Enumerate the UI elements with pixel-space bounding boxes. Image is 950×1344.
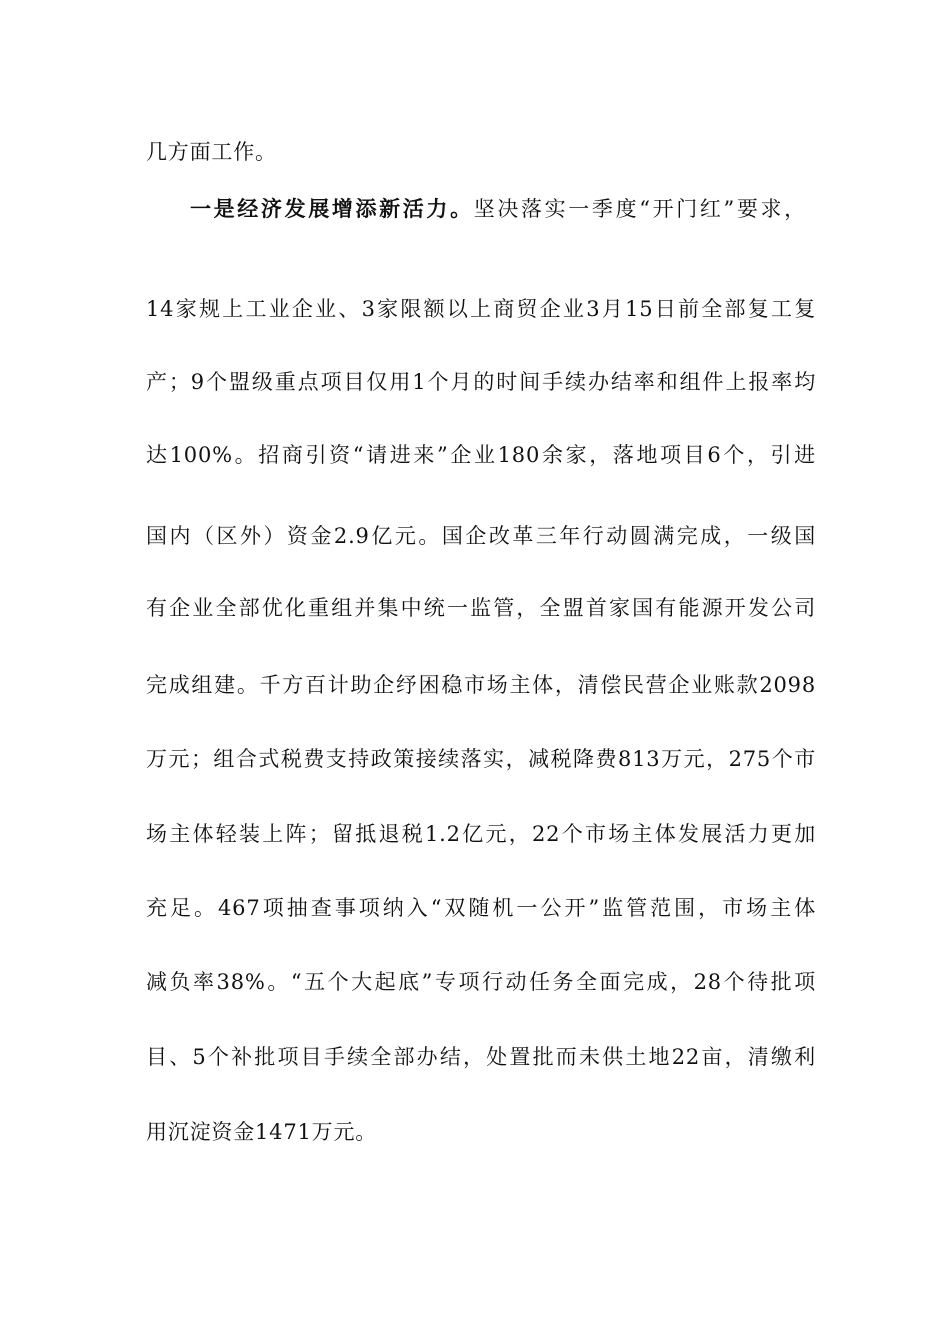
section1-first-line-text: 坚决落实一季度“开门红”要求， xyxy=(473,197,806,221)
section1-line: 万元；组合式税费支持政策接续落实，减税降费813万元，275个市 xyxy=(146,747,816,771)
section1-first-line xyxy=(190,191,806,227)
section1-line: 14家规上工业企业、3家限额以上商贸企业3月15日前全部复工复 xyxy=(146,297,816,321)
section1-line: 减负率38%。“五个大起底”专项行动任务全面完成，28个待批项 xyxy=(146,970,816,994)
paragraph-intro-tail: 几方面工作。 xyxy=(146,140,277,164)
section1-line: 充足。467项抽查事项纳入“双随机一公开”监管范围，市场主体 xyxy=(146,896,816,920)
section1-line: 达100%。招商引资“请进来”企业180余家，落地项目6个，引进 xyxy=(146,443,816,467)
section1-line: 国内（区外）资金2.9亿元。国企改革三年行动圆满完成，一级国 xyxy=(146,524,816,548)
section1-line: 产；9个盟级重点项目仅用1个月的时间手续办结率和组件上报率均 xyxy=(146,370,816,394)
section1-line: 场主体轻装上阵；留抵退税1.2亿元，22个市场主体发展活力更加 xyxy=(146,822,816,846)
section1-line: 目、5个补批项目手续全部办结，处置批而未供土地22亩，清缴利 xyxy=(146,1045,816,1069)
section1-line: 有企业全部优化重组并集中统一监管，全盟首家国有能源开发公司 xyxy=(146,596,816,620)
section1-last-line: 用沉淀资金1471万元。 xyxy=(146,1120,378,1144)
section1-line: 完成组建。千方百计助企纾困稳市场主体，清偿民营企业账款2098 xyxy=(146,673,816,697)
section1-lead-heading: 一是经济发展增添新活力。 xyxy=(190,196,474,221)
